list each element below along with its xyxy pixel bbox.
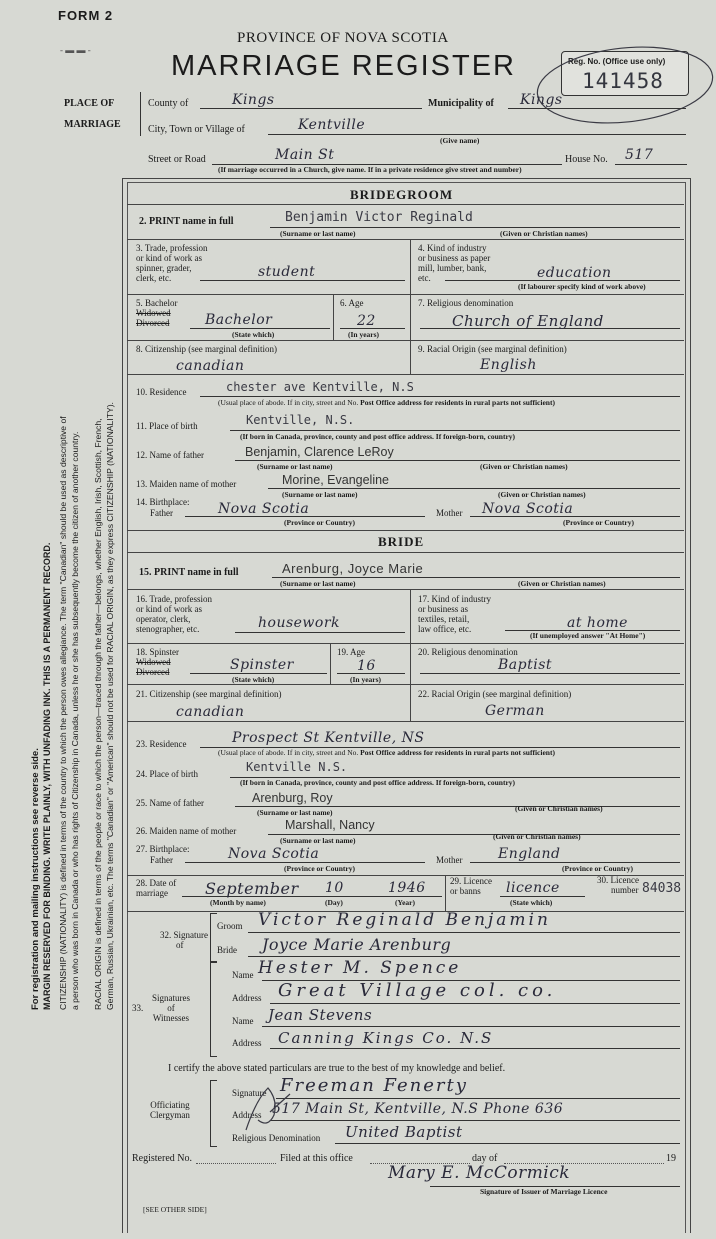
groom-residence-value: chester ave Kentville, N.S [226,380,414,394]
issuer-label: Signature of Issuer of Marriage Licence [480,1187,608,1196]
licence-banns-value: licence [506,880,560,896]
year-prefix-label: 19 [666,1153,676,1164]
bride-industry-value: at home [567,615,628,631]
bride-bp-father-value: Nova Scotia [228,846,320,862]
bride-racial-label: 22. Racial Origin (see marginal definition) [418,689,572,699]
bride-religion-value: Baptist [498,657,553,673]
sig-bracket [210,913,217,962]
groom-birth-label: 11. Place of birth [136,421,198,431]
side-note-racial-2: German, Russian, Ukrainian, etc. The terms "Canadian" or "American" should not be used for RACIAL ORIGIN, as they express CITIZENSHIP (NATIONALITY). [105,402,115,1010]
bride-mother-surname-note: (Surname or last name) [280,836,356,845]
groom-residence-note: (Usual place of abode. If in city, street and No. Post Office address for residents in rural parts not sufficient) [218,398,555,407]
bride-status-label: 18. Spinster Widowed Divorced [136,647,180,677]
clergy-denom-value: United Baptist [345,1123,463,1141]
side-note-instructions: For registration and mailing instructions see reverse side. [30,748,41,1010]
street-note: (If marriage occurred in a Church, give name. If in a private residence give street and number) [218,165,522,174]
w2-name-label: Name [232,1016,254,1026]
side-note-margin: MARGIN RESERVED FOR BINDING. WRITE PLAINLY, WITH UNFADING INK. THIS IS A PERMANENT RECORD. [42,542,52,1010]
groom-citizenship-label: 8. Citizenship (see marginal definition) [136,344,278,354]
bride-trade-value: housework [258,615,341,631]
marriage-label: MARRIAGE [64,119,121,130]
groom-trade-label: 3. Trade, profession or kind of work as spinner, grader, clerk, etc. [136,243,208,283]
groom-industry-note: (If labourer specify kind of work above) [518,282,646,291]
house-value: 517 [625,147,654,163]
groom-bp-mother-province-note: (Province or Country) [563,518,634,527]
w1-name-label: Name [232,970,254,980]
groom-bp-province-note: (Province or Country) [284,518,355,527]
bride-father-value: Arenburg, Roy [252,791,333,805]
marriage-date-label: 28. Date of marriage [136,878,177,898]
clergy-denom-label: Religious Denomination [232,1133,321,1143]
bride-name-value: Arenburg, Joyce Marie [282,561,424,576]
side-note-racial: RACIAL ORIGIN is defined in terms of the people or race to which the person—traced through the father—belongs, whether English, Irish, Scottish, French, [93,418,103,1010]
bride-birthplace-label: 27. Birthplace: [136,844,190,854]
reg-no-label: Reg. No. (Office use only) [568,57,666,66]
groom-state-note: (State which) [232,330,275,339]
groom-name-value: Benjamin Victor Reginald [285,210,473,225]
side-note-citizenship: CITIZENSHIP (NATIONALITY) is defined in terms of the country to which the person owes allegiance. The term "Canadian" should be used as descriptive of [58,416,68,1010]
clergy-signature: Freeman Fenerty [280,1075,468,1096]
approval-mark [238,1080,298,1135]
groom-bp-mother-label: Mother [436,508,463,518]
bride-bp-mother-province-note: (Province or Country) [562,864,633,873]
groom-bp-father-label: Father [150,508,173,518]
bride-father-surname-note: (Surname or last name) [257,808,333,817]
bride-birth-label: 24. Place of birth [136,769,198,779]
licence-banns-label: 29. Licence or banns [450,876,492,896]
groom-bp-mother-value: Nova Scotia [482,501,574,517]
groom-industry-label: 4. Kind of industry or business as paper mill, lumber, bank, etc. [418,243,491,283]
give-name-note: (Give name) [440,136,480,145]
groom-mother-surname-note: (Surname or last name) [282,490,358,499]
side-note-citizenship-2: a person who was born in Canada or who has rights of Citizenship in Canada, unless he or she has subsequently become the citizen of another country. [70,431,80,1010]
form-number: FORM 2 [58,8,114,23]
issuer-signature: Mary E. McCormick [388,1163,571,1183]
signature-of-label: 32. Signature of [160,930,208,950]
groom-racial-value: English [480,357,537,373]
witness-bracket [210,962,217,1057]
groom-father-label: 12. Name of father [136,450,204,460]
bride-citizenship-label: 21. Citizenship (see marginal definition) [136,689,282,699]
bride-religion-label: 20. Religious denomination [418,647,518,657]
groom-given-note: (Given or Christian names) [500,229,588,238]
clergy-bracket [210,1080,217,1147]
groom-signature: Victor Reginald Benjamin [258,910,551,930]
bride-industry-label: 17. Kind of industry or business as textiles, retail, law office, etc. [418,594,491,634]
clergy-address-label: Address [232,1110,262,1120]
groom-citizenship-value: canadian [176,358,245,374]
licence-number-value: 84038 [642,881,682,896]
bride-racial-value: German [485,703,545,719]
day-note: (Day) [325,898,343,907]
reg-no-value: 141458 [582,69,664,93]
w1-address-value: Great Village col. co. [278,980,557,1001]
witnesses-label: Signatures of Witnesses [152,993,190,1023]
registered-no-label: Registered No. [132,1153,192,1164]
marriage-day-value: 10 [325,880,344,896]
bride-bp-mother-value: England [498,846,561,862]
licence-number-label: 30. Licence number [597,875,639,895]
bride-residence-value: Prospect St Kentville, NS [232,730,425,746]
groom-birth-note: (If born in Canada, province, county and post office address. If foreign-born, country) [240,432,516,441]
page-title: MARRIAGE REGISTER [171,50,516,82]
bride-years-note: (In years) [350,675,382,684]
groom-father-given-note: (Given or Christian names) [480,462,568,471]
certify-statement: I certify the above stated particulars are true to the best of my knowledge and belief. [168,1063,506,1074]
groom-mother-value: Morine, Evangeline [282,473,390,487]
groom-heading: BRIDEGROOM [350,187,454,202]
filed-label: Filed at this office [280,1153,353,1164]
reg-no-circle [530,40,716,130]
bride-surname-note: (Surname or last name) [280,579,356,588]
bride-birth-value: Kentville N.S. [246,760,348,774]
bride-birth-note: (If born in Canada, province, county and post office address. If foreign-born, country) [240,778,516,787]
clergy-address-value: 517 Main St, Kentville, N.S Phone 636 [272,1101,564,1117]
bride-sig-label: Bride [217,945,237,955]
officiating-label: Officiating Clergyman [150,1100,190,1120]
groom-age-label: 6. Age [340,298,364,308]
street-label: Street or Road [148,154,206,165]
groom-bp-father-value: Nova Scotia [218,501,310,517]
bride-mother-label: 26. Maiden name of mother [136,826,237,836]
groom-status-value: Bachelor [205,312,273,328]
witness-number: 33. [132,1003,144,1013]
bride-age-label: 19. Age [337,647,365,657]
bride-father-label: 25. Name of father [136,798,204,808]
groom-mother-label: 13. Maiden name of mother [136,479,237,489]
groom-religion-label: 7. Religious denomination [418,298,514,308]
bride-industry-note: (If unemployed answer "At Home") [530,631,646,640]
groom-birthplace-label: 14. Birthplace: [136,497,190,507]
city-label: City, Town or Village of [148,124,245,135]
bride-bp-mother-label: Mother [436,855,463,865]
groom-father-surname-note: (Surname or last name) [257,462,333,471]
year-note: (Year) [395,898,415,907]
groom-mother-given-note: (Given or Christian names) [498,490,586,499]
groom-racial-label: 9. Racial Origin (see marginal definition) [418,344,567,354]
place-brace [140,92,147,136]
groom-surname-note: (Surname or last name) [280,229,356,238]
groom-sig-label: Groom [217,921,243,931]
w1-name-value: Hester M. Spence [258,958,462,978]
bride-mother-value: Marshall, Nancy [285,818,375,832]
bride-father-given-note: (Given or Christian names) [515,804,603,813]
province-heading: PROVINCE OF NOVA SCOTIA [237,30,449,46]
month-note: (Month by name) [210,898,266,907]
bride-age-value: 16 [357,658,376,674]
municipality-value: Kings [520,92,563,108]
bride-bp-province-note: (Province or Country) [284,864,355,873]
place-of-label: PLACE OF [64,98,115,109]
groom-industry-value: education [537,265,612,281]
w2-name-value: Jean Stevens [268,1006,373,1024]
bride-name-label: 15. PRINT name in full [139,567,239,578]
see-other-side: [SEE OTHER SIDE] [143,1205,207,1214]
house-label: House No. [565,154,608,165]
w1-address-label: Address [232,993,262,1003]
w2-address-value: Canning Kings Co. N.S [278,1029,494,1047]
bride-signature: Joyce Marie Arenburg [262,935,452,954]
bride-status-value: Spinster [230,657,294,673]
groom-name-label: 2. PRINT name in full [139,216,234,227]
municipality-label: Municipality of [428,98,494,109]
city-value: Kentville [298,117,366,133]
clergy-sig-label: Signature [232,1088,267,1098]
bride-given-note: (Given or Christian names) [518,579,606,588]
county-value: Kings [232,92,275,108]
groom-religion-value: Church of England [452,312,604,330]
bride-residence-note: (Usual place of abode. If in city, street and No. Post Office address for residents in rural parts not sufficient) [218,748,555,757]
marriage-month-value: September [205,879,299,898]
licence-state-note: (State which) [510,898,553,907]
groom-status-label: 5. Bachelor Widowed Divorced [136,298,178,328]
groom-years-note: (In years) [348,330,380,339]
bride-state-note: (State which) [232,675,275,684]
groom-father-value: Benjamin, Clarence LeRoy [245,445,394,459]
bride-residence-label: 23. Residence [136,739,187,749]
bride-bp-father-label: Father [150,855,173,865]
county-label: County of [148,98,189,109]
day-of-label: day of [472,1153,498,1164]
groom-trade-value: student [258,264,316,280]
bride-citizenship-value: canadian [176,704,245,720]
marriage-year-value: 1946 [388,880,426,896]
bride-mother-given-note: (Given or Christian names) [493,832,581,841]
groom-age-value: 22 [357,313,376,329]
street-value: Main St [275,147,335,163]
bride-trade-label: 16. Trade, profession or kind of work as operator, clerk, stenographer, etc. [136,594,212,634]
binding-mark: - ▬ ▬ - [60,45,91,55]
w2-address-label: Address [232,1038,262,1048]
bride-heading: BRIDE [378,534,425,549]
groom-birth-value: Kentville, N.S. [246,413,355,427]
groom-residence-label: 10. Residence [136,387,187,397]
